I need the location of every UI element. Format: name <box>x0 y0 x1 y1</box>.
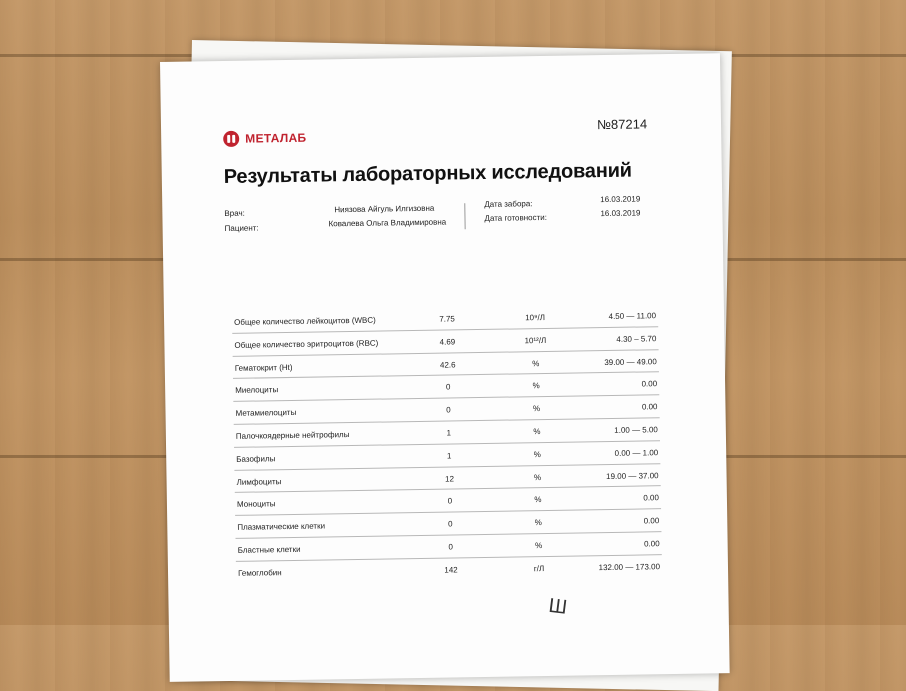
ready-label: Дата готовности: <box>484 212 548 223</box>
collected-label: Дата забора: <box>484 199 533 209</box>
test-reference: 0.00 <box>641 379 658 389</box>
test-unit: % <box>535 541 543 551</box>
test-value: 4.69 <box>439 337 456 347</box>
test-value: 7.75 <box>439 314 455 324</box>
test-reference: 1.00 — 5.00 <box>614 425 658 435</box>
patient-label: Пациент: <box>224 223 259 234</box>
test-unit: % <box>533 472 542 482</box>
collected-value: 16.03.2019 <box>600 194 641 205</box>
test-name: Бластные клетки <box>237 544 301 555</box>
test-reference: 0.00 <box>641 402 658 412</box>
patient-value: Ковалева Ольга Владимировна <box>328 217 447 229</box>
test-name: Гемоглобин <box>237 567 282 578</box>
meta-divider <box>464 203 465 229</box>
test-unit: % <box>532 358 540 368</box>
test-reference: 0.00 <box>643 493 659 503</box>
test-reference: 4.50 — 11.00 <box>608 311 657 321</box>
test-unit: % <box>534 495 542 505</box>
lab-logo <box>223 130 306 147</box>
ready-value: 16.03.2019 <box>600 208 641 219</box>
test-value: 142 <box>444 565 458 575</box>
test-reference: 4.30 – 5.70 <box>616 334 657 344</box>
report-number: №87214 <box>596 116 648 133</box>
doctor-value: Ниязова Айгуль Илгизовна <box>334 203 435 215</box>
test-unit: г/Л <box>533 563 545 573</box>
report-title: Результаты лабораторных исследований <box>223 159 632 189</box>
test-value: 0 <box>445 382 451 392</box>
test-value: 0 <box>447 519 453 529</box>
test-name: Лимфоциты <box>236 476 282 487</box>
test-name: Гематокрит (Ht) <box>234 362 293 373</box>
test-name: Базофилы <box>236 454 276 464</box>
test-value: 0 <box>446 405 451 415</box>
test-name: Палочкоядерные нейтрофилы <box>235 430 350 441</box>
test-unit: % <box>533 427 541 437</box>
test-value: 1 <box>446 451 452 461</box>
test-value: 42.6 <box>439 359 456 370</box>
test-reference: 0.00 — 1.00 <box>614 448 659 458</box>
test-name: Метамиелоциты <box>235 408 297 419</box>
test-value: 12 <box>445 474 455 484</box>
test-name: Общее количество лейкоцитов (WBC) <box>234 315 376 327</box>
test-name: Моноциты <box>236 499 276 510</box>
test-value: 0 <box>447 496 453 506</box>
doctor-label: Врач: <box>224 208 245 219</box>
test-reference: 19.00 — 37.00 <box>606 470 659 481</box>
lab-logo-icon <box>223 131 239 147</box>
test-unit: % <box>533 449 541 459</box>
test-reference: 0.00 <box>643 539 660 549</box>
test-name: Плазматические клетки <box>237 521 326 533</box>
lab-name: МЕТАЛАБ <box>245 130 307 146</box>
test-unit: % <box>532 404 541 414</box>
test-unit: 10⁹/Л <box>525 312 546 323</box>
test-name: Миелоциты <box>235 385 279 396</box>
test-reference: 0.00 <box>643 516 660 526</box>
test-name: Общее количество эритроцитов (RBC) <box>234 338 379 350</box>
test-unit: 10¹²/Л <box>524 335 547 346</box>
test-reference: 132.00 — 173.00 <box>598 561 661 572</box>
test-unit: % <box>534 518 542 528</box>
lab-report-sheet <box>160 53 730 682</box>
results-table <box>232 304 662 583</box>
test-unit: % <box>532 381 540 391</box>
test-reference: 39.00 — 49.00 <box>604 356 657 367</box>
test-value: 0 <box>448 542 453 552</box>
handwritten-mark: Ш <box>547 594 569 619</box>
test-value: 1 <box>446 428 452 438</box>
